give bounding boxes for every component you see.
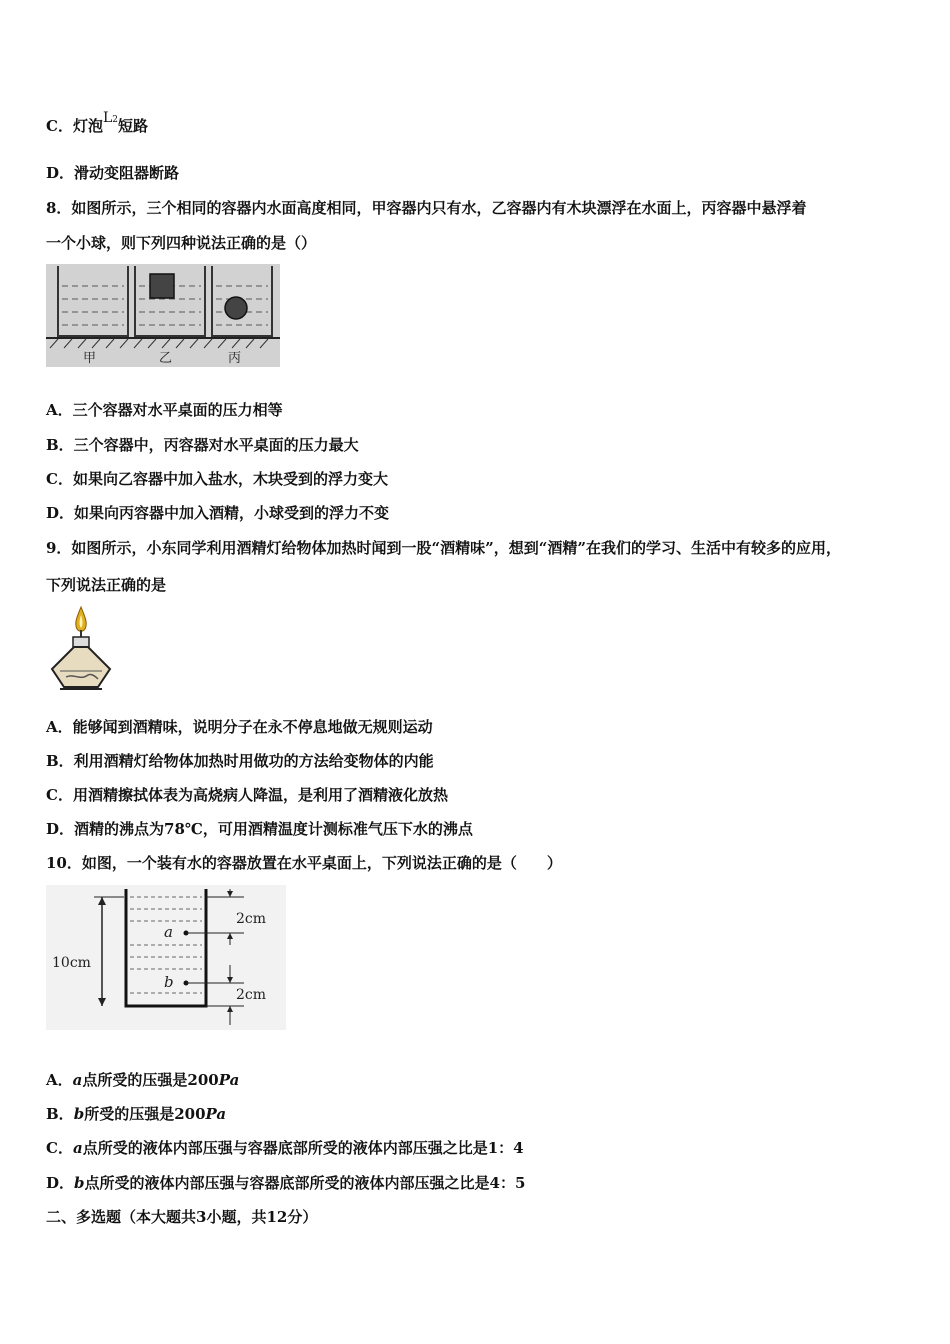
q10-option-c: C．a点所受的液体内部压强与容器底部所受的液体内部压强之比是1：4 bbox=[46, 1139, 524, 1157]
alcohol-lamp-figure bbox=[46, 603, 116, 693]
q9-stem-line2: 下列说法正确的是 bbox=[46, 576, 167, 594]
q10-option-d: D．b点所受的液体内部压强与容器底部所受的液体内部压强之比是4：5 bbox=[46, 1174, 526, 1192]
q10-stem: 10．如图，一个装有水的容器放置在水平桌面上，下列说法正确的是（ ） bbox=[46, 854, 562, 872]
point-a-label: a bbox=[164, 923, 173, 941]
label-bing: 丙 bbox=[228, 351, 242, 366]
point-b-label: b bbox=[164, 973, 174, 991]
q9-option-c: C．用酒精擦拭体表为高烧病人降温，是利用了酒精液化放热 bbox=[46, 786, 448, 804]
q8-option-a: A．三个容器对水平桌面的压力相等 bbox=[46, 401, 283, 419]
section-heading-multiple-choice: 二、多选题（本大题共3小题，共12分） bbox=[46, 1208, 318, 1226]
q7-option-c bbox=[46, 110, 148, 136]
label-jia: 甲 bbox=[83, 351, 97, 366]
ball bbox=[225, 297, 247, 319]
q8-option-d: D．如果向丙容器中加入酒精，小球受到的浮力不变 bbox=[46, 504, 390, 522]
q8-stem-line2: 一个小球，则下列四种说法正确的是（） bbox=[46, 234, 317, 252]
lamp-cap bbox=[73, 637, 89, 647]
q10-option-b: B．b所受的压强是200Pa bbox=[46, 1105, 227, 1123]
bulb-symbol-index: 2 bbox=[112, 115, 118, 125]
lamp-body bbox=[52, 647, 110, 687]
bulb-symbol-letter: L bbox=[102, 110, 113, 126]
q9-option-d: D．酒精的沸点为78℃，可用酒精温度计测标准气压下水的沸点 bbox=[46, 820, 473, 838]
bulb-symbol bbox=[103, 110, 118, 126]
q9-stem-line1: 9．如图所示，小东同学利用酒精灯给物体加热时闻到一股“酒精味”，想到“酒精”在我们的学习、生活中有较多的应用， bbox=[46, 539, 841, 557]
label-yi: 乙 bbox=[159, 351, 173, 366]
q10-figure bbox=[46, 885, 286, 1030]
q7-option-d: D．滑动变阻器断路 bbox=[46, 164, 180, 182]
q9-option-a: A．能够闻到酒精味，说明分子在永不停息地做无规则运动 bbox=[46, 718, 433, 736]
q7-option-c-prefix: C．灯泡 bbox=[46, 117, 103, 135]
q10-option-a: A．a点所受的压强是200Pa bbox=[46, 1071, 240, 1089]
q8-stem-line1: 8．如图所示，三个相同的容器内水面高度相同，甲容器内只有水，乙容器内有木块漂浮在水面上，丙容器中悬浮着 bbox=[46, 199, 807, 217]
q8-option-b: B．三个容器中，丙容器对水平桌面的压力最大 bbox=[46, 436, 359, 454]
q8-option-c: C．如果向乙容器中加入盐水，木块受到的浮力变大 bbox=[46, 470, 388, 488]
q9-option-b: B．利用酒精灯给物体加热时用做功的方法给变物体的内能 bbox=[46, 752, 434, 770]
height-label: 10cm bbox=[52, 955, 91, 971]
top-gap-label: 2cm bbox=[236, 911, 267, 927]
q8-figure bbox=[46, 264, 280, 367]
bottom-gap-label: 2cm bbox=[236, 987, 267, 1003]
wood-block bbox=[150, 274, 174, 298]
q7-option-c-suffix: 短路 bbox=[117, 117, 148, 135]
